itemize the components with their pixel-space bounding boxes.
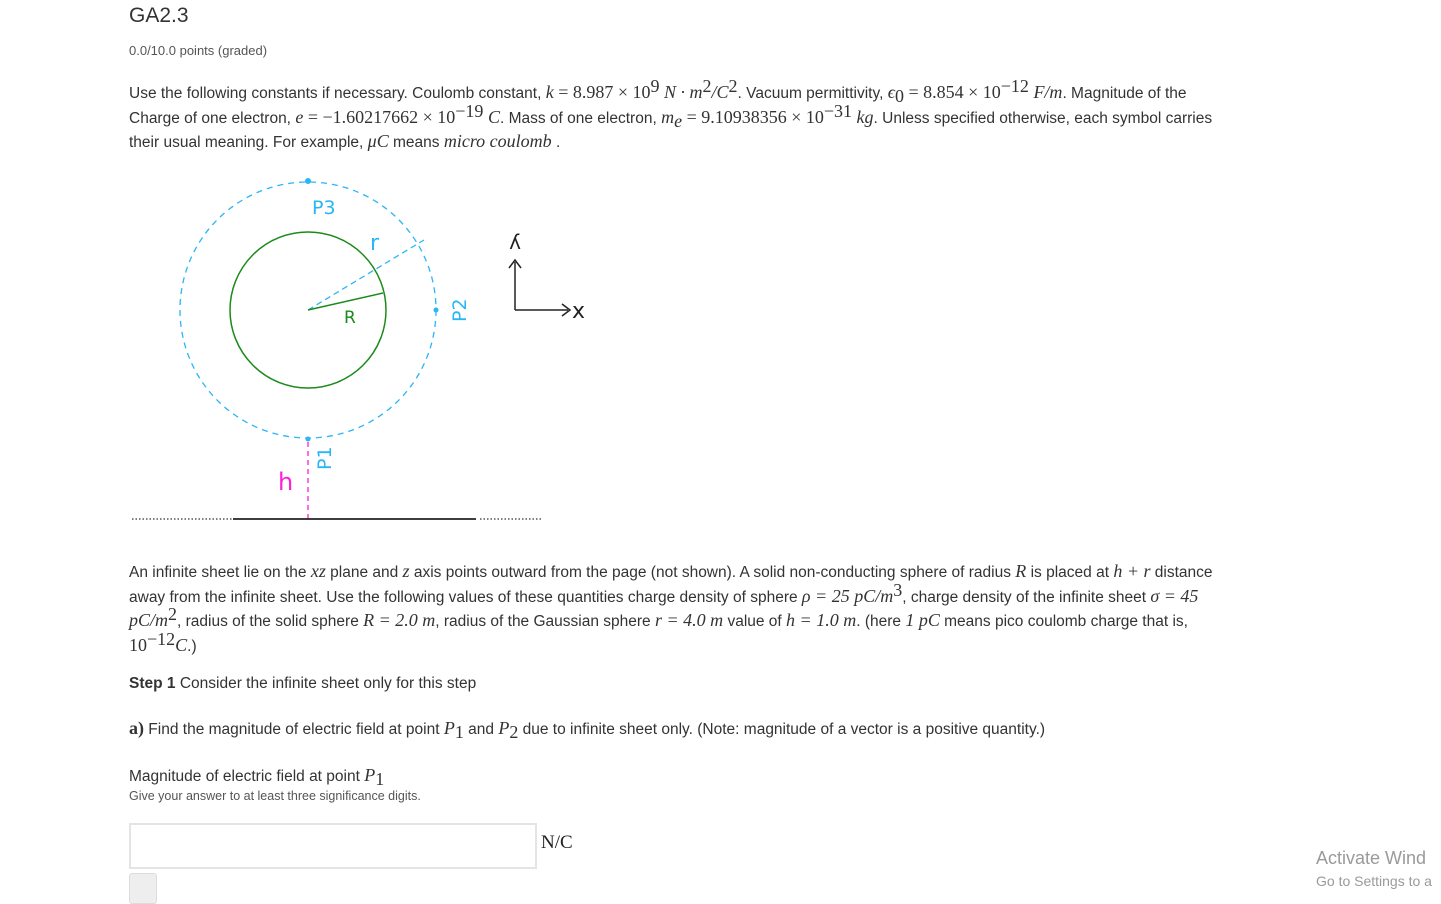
points-status: 0.0/10.0 points (graded) xyxy=(129,43,268,58)
label-r: r xyxy=(370,231,380,256)
problem-figure xyxy=(128,172,598,532)
label-R: R xyxy=(344,308,356,328)
question-label: Magnitude of electric field at point $P_1$ xyxy=(129,765,385,790)
problem-title: GA2.3 xyxy=(129,4,189,27)
submit-button[interactable] xyxy=(129,873,157,904)
constants-paragraph: Use the following constants if necessary. Coulomb constant, $k = 8.987 \times 10^9$ $N \cdot m^2/C^2$. Vacuum permittivity, $\epsilon_0 = 8.854 \times 10^{-12}$ F/m. Magnitude of the Charge of one electron, $e = -1.60217662 \times 10^{-19}$ C. Mass of one electron, $m_e = 9.10938356 \times 10^{-31}$ kg. Unless specified otherwise, each symbol carries their usual meaning. For example, μC means micro coulomb . xyxy=(129,75,1213,151)
activate-windows-subtitle: Go to Settings to a xyxy=(1316,873,1432,889)
gaussian-radius-line xyxy=(308,240,424,310)
point-p2 xyxy=(434,308,439,313)
label-axis-y: y xyxy=(509,233,521,257)
label-axis-x: x xyxy=(572,299,586,324)
activate-windows-title: Activate Wind xyxy=(1316,848,1427,868)
step-label: Step 1 xyxy=(129,675,176,692)
step-text: Consider the infinite sheet only for this step xyxy=(175,675,477,692)
description-paragraph: An infinite sheet lie on the xz plane and z axis points outward from the page (not shown). A solid non-conducting sphere of radius R is placed at h + r distance away from the infinite sheet. Use the following values of these quantities charge density of sphere ρ = 25 $pC/m^3$, charge density of the infinite sheet σ = 45 $pC/m^2$, radius of the solid sphere R = 2.0 m, radius of the Gaussian sphere r = 4.0 m value of h = 1.0 m. (here 1 pC means pico coulomb charge that is, $10^{-12}C$.) xyxy=(129,561,1213,655)
label-p3: P3 xyxy=(312,197,336,219)
label-h: h xyxy=(278,468,294,496)
point-p3 xyxy=(305,178,311,184)
part-a-label: a) xyxy=(129,718,144,738)
question-hint: Give your answer to at least three significance digits. xyxy=(129,789,421,803)
part-a-prompt: a) Find the magnitude of electric field at point $P_1$ and $P_2$ due to infinite sheet only. (Note: magnitude of a vector is a positive quantity.) xyxy=(129,718,1046,743)
answer-input[interactable] xyxy=(129,823,537,869)
point-p1 xyxy=(306,437,311,442)
answer-unit: N/C xyxy=(541,832,573,853)
label-p1: P1 xyxy=(314,446,336,470)
label-p2: P2 xyxy=(449,298,471,322)
step-heading xyxy=(129,675,476,693)
